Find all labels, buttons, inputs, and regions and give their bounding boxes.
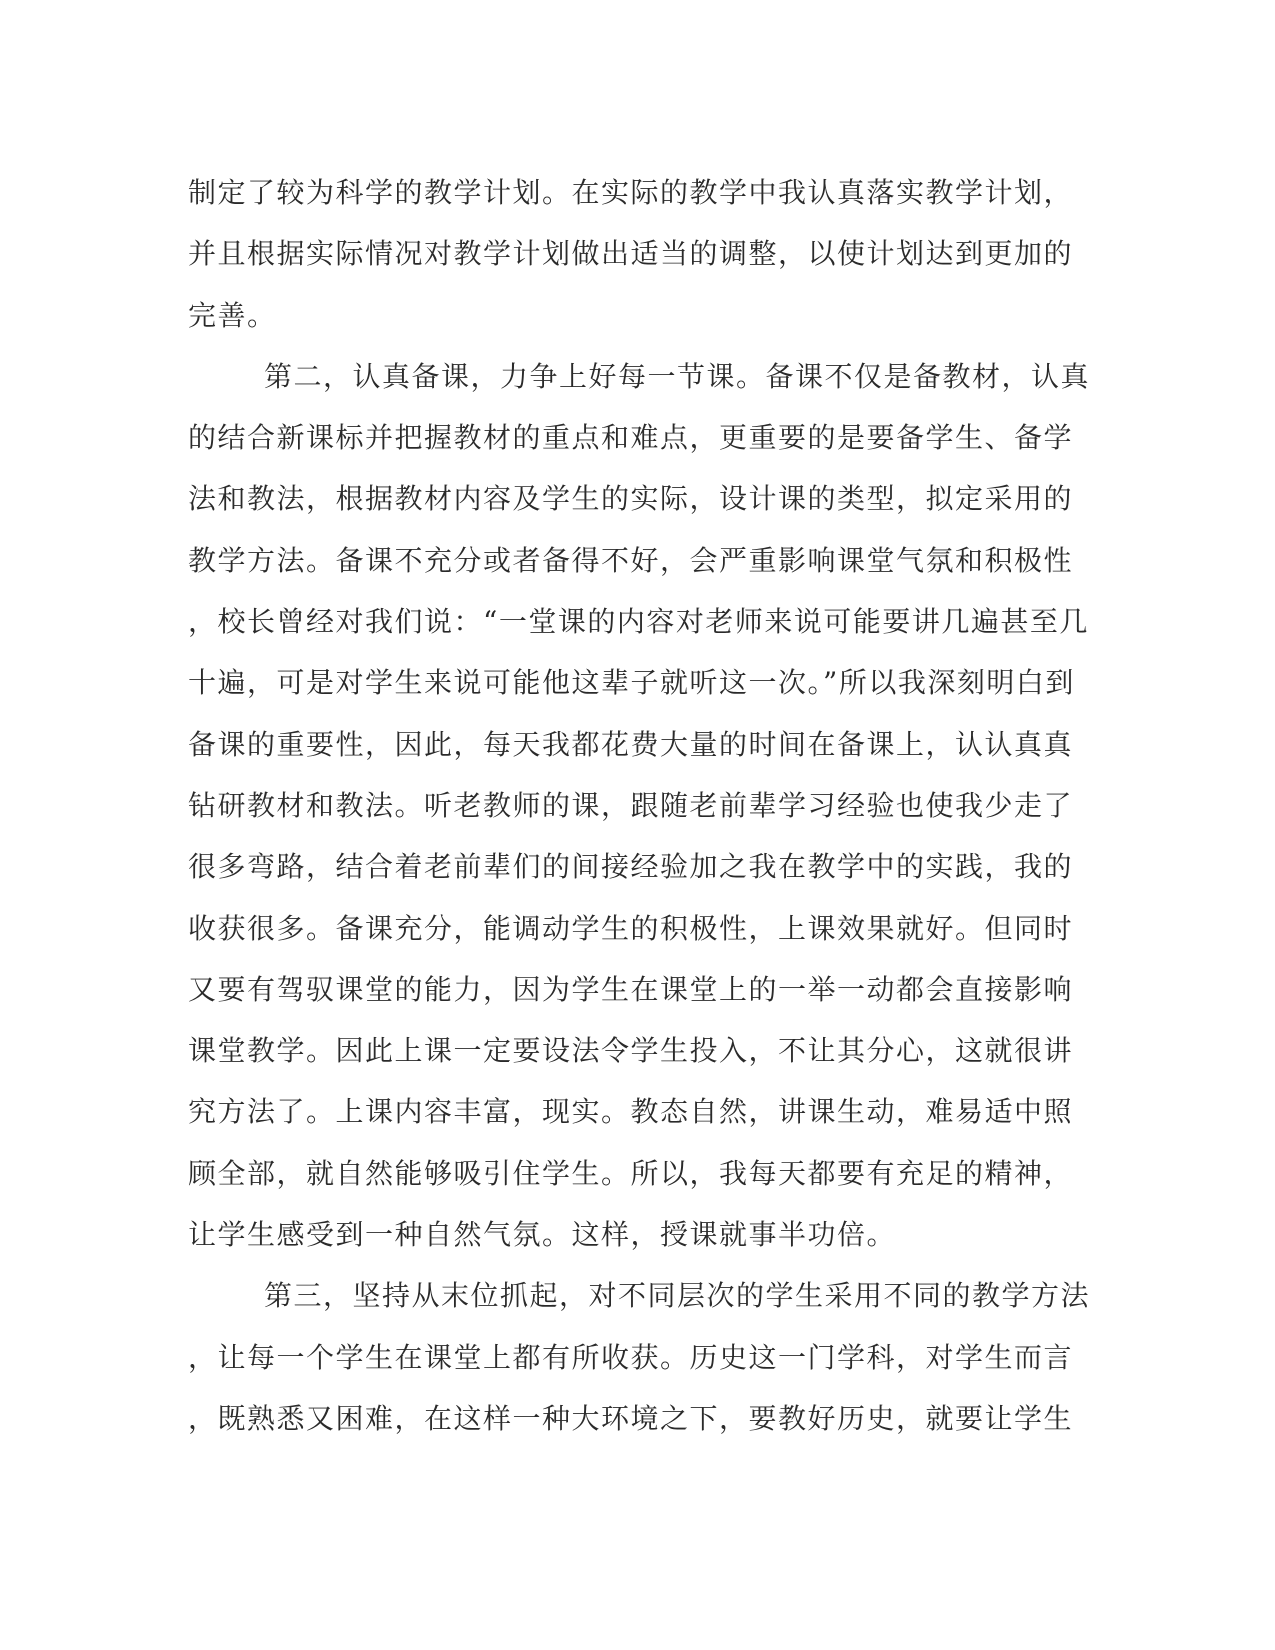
paragraph-start-line: 第二，认真备课，力争上好每一节课。备课不仅是备教材，认真 <box>264 359 1091 393</box>
text-line: 十遍，可是对学生来说可能他这辈子就听这一次。”所以我深刻明白到 <box>188 666 1075 700</box>
text-line: 让学生感受到一种自然气氛。这样，授课就事半功倍。 <box>188 1218 897 1252</box>
text-line: 法和教法，根据教材内容及学生的实际，设计课的类型，拟定采用的 <box>188 482 1074 516</box>
text-line: 的结合新课标并把握教材的重点和难点，更重要的是要备学生、备学 <box>188 421 1074 455</box>
text-line: ，校长曾经对我们说：“一堂课的内容对老师来说可能要讲几遍甚至几 <box>188 605 1089 639</box>
text-line: 课堂教学。因此上课一定要设法令学生投入，不让其分心，这就很讲 <box>188 1034 1074 1068</box>
text-line: 完善。 <box>188 298 277 332</box>
text-line: 制定了较为科学的教学计划。在实际的教学中我认真落实教学计划， <box>188 176 1074 209</box>
text-line: ，既熟悉又困难，在这样一种大环境之下，要教好历史，就要让学生 <box>188 1401 1074 1435</box>
body-text <box>188 162 1091 1449</box>
text-line: 教学方法。备课不充分或者备得不好，会严重影响课堂气氛和积极性 <box>188 543 1074 577</box>
paragraph-start-line: 第三，坚持从末位抓起，对不同层次的学生采用不同的教学方法 <box>264 1279 1091 1313</box>
text-line: 钻研教材和教法。听老教师的课，跟随老前辈学习经验也使我少走了 <box>188 788 1074 822</box>
text-line: 很多弯路，结合着老前辈们的间接经验加之我在教学中的实践，我的 <box>188 850 1074 884</box>
text-line: 并且根据实际情况对教学计划做出适当的调整，以使计划达到更加的 <box>188 237 1074 271</box>
text-line: 备课的重要性，因此，每天我都花费大量的时间在备课上，认认真真 <box>188 727 1074 761</box>
text-line: 究方法了。上课内容丰富，现实。教态自然，讲课生动，难易适中照 <box>188 1095 1074 1129</box>
text-line: 顾全部，就自然能够吸引住学生。所以，我每天都要有充足的精神， <box>188 1156 1074 1190</box>
text-line: 收获很多。备课充分，能调动学生的积极性，上课效果就好。但同时 <box>188 911 1074 945</box>
text-line: 又要有驾驭课堂的能力，因为学生在课堂上的一举一动都会直接影响 <box>188 972 1074 1006</box>
text-line: ，让每一个学生在课堂上都有所收获。历史这一门学科，对学生而言 <box>188 1340 1074 1374</box>
